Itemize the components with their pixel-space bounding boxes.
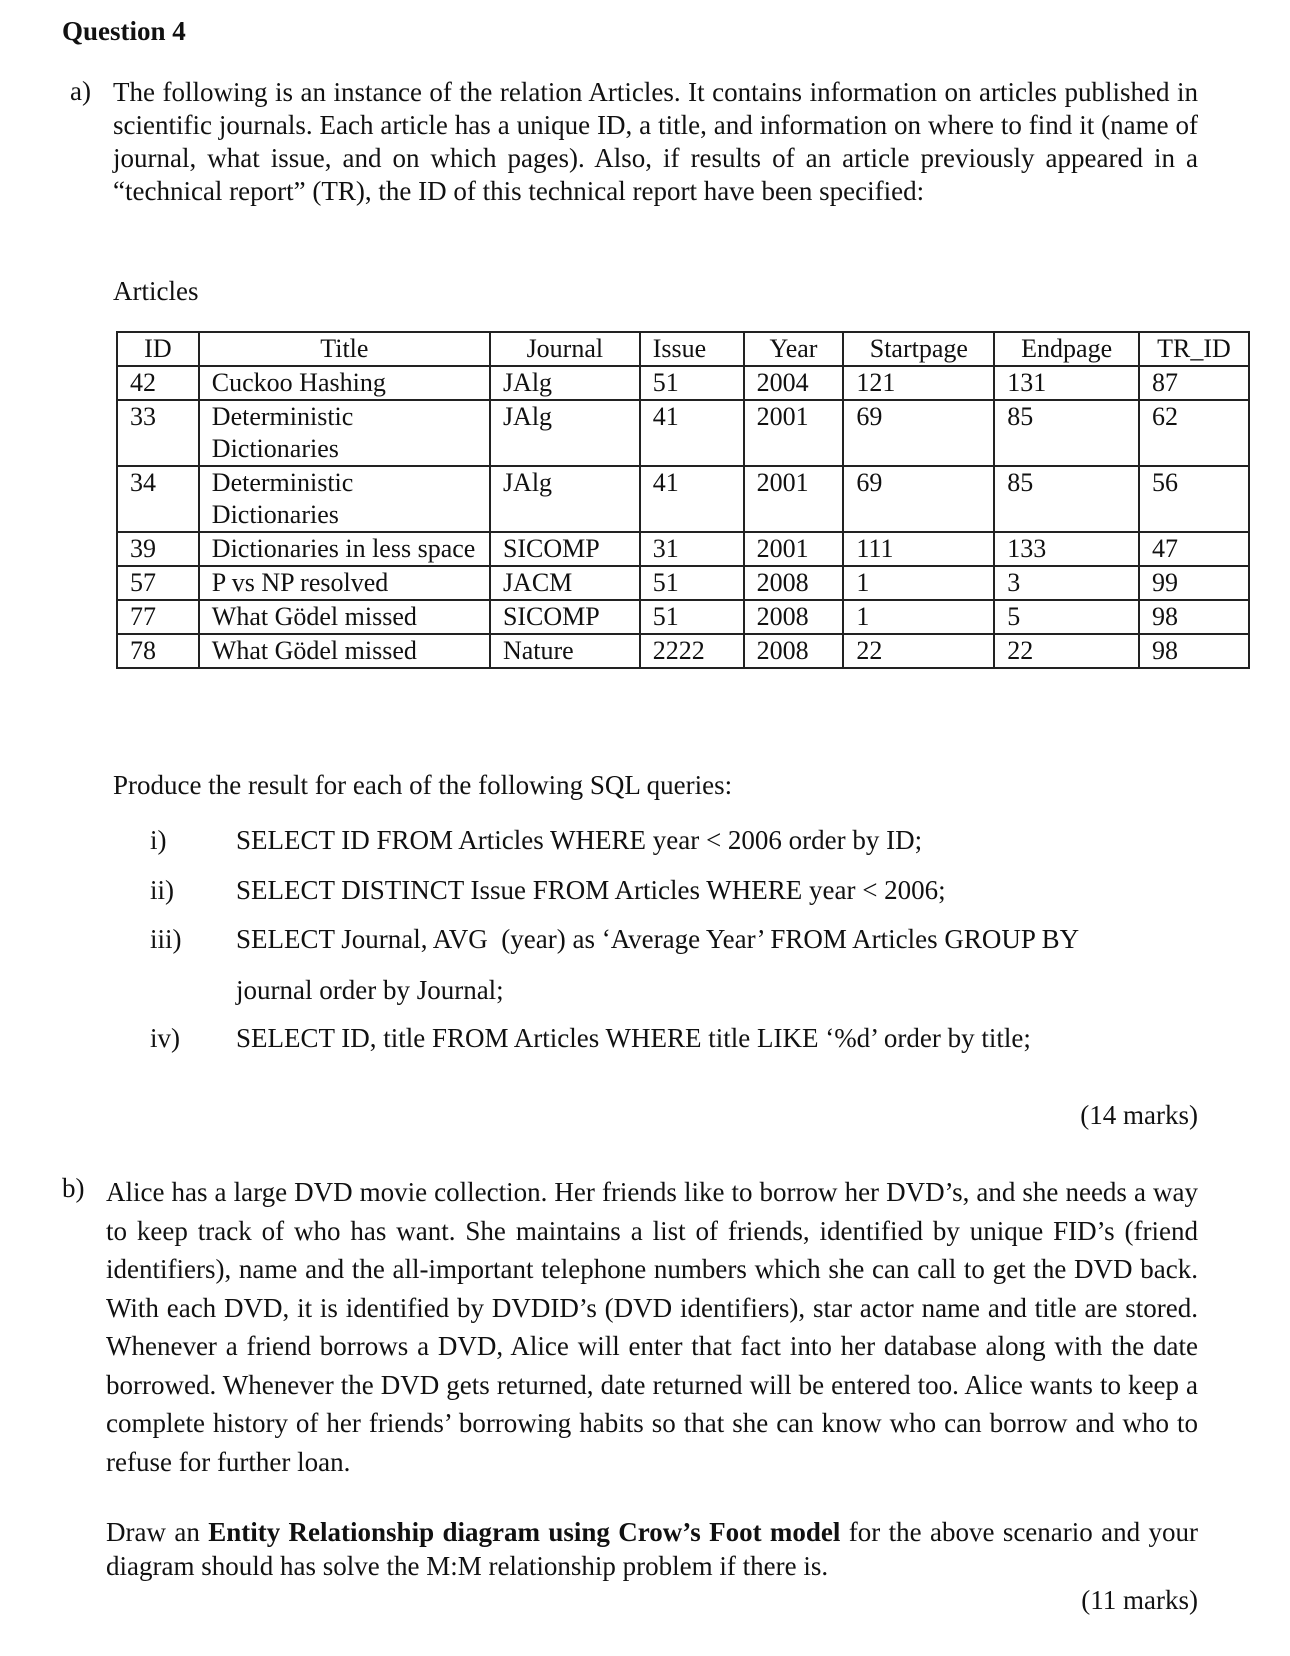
cell-journal: SICOMP xyxy=(490,600,640,634)
table-row xyxy=(117,600,1249,634)
query-text: SELECT Journal, AVG (year) as ‘Average Year’ FROM Articles GROUP BY xyxy=(236,924,1080,954)
cell-tr-id: 98 xyxy=(1139,634,1249,668)
header-journal: Journal xyxy=(490,332,640,366)
instruction-prefix: Draw an xyxy=(106,1517,209,1547)
part-a-marks: (14 marks) xyxy=(1080,1100,1198,1130)
cell-title: What Gödel missed xyxy=(199,634,490,668)
part-b-description: Alice has a large DVD movie collection. Her friends like to borrow her DVD’s, and she needs a way to keep track of who has want. She maintains a list of friends, identified by unique FID’s (friend identifiers), name and the all-important telephone numbers which she can call to get the DVD back. With each DVD, it is identified by DVDID’s (DVD identifiers), star actor name and title are stored. Whenever a friend borrows a DVD, Alice will enter that fact into her database along with the date borrowed. Whenever the DVD gets returned, date returned will be entered too. Alice wants to keep a complete history of her friends’ borrowing habits so that she can know who can borrow and who to refuse for further loan. xyxy=(106,1177,1198,1477)
cell-tr-id: 47 xyxy=(1139,532,1249,566)
instruction-emphasis: Entity Relationship diagram using Crow’s Foot model xyxy=(208,1517,841,1547)
cell-title: What Gödel missed xyxy=(199,600,490,634)
cell-year: 2008 xyxy=(744,600,844,634)
cell-issue: 51 xyxy=(640,600,744,634)
cell-issue: 31 xyxy=(640,532,744,566)
cell-id: 39 xyxy=(117,532,199,566)
header-id: ID xyxy=(117,332,199,366)
table-caption: Articles xyxy=(113,276,199,306)
cell-id: 57 xyxy=(117,566,199,600)
cell-year: 2001 xyxy=(744,532,844,566)
table-row xyxy=(117,400,1249,466)
cell-issue: 41 xyxy=(640,400,744,466)
cell-id: 34 xyxy=(117,466,199,532)
cell-journal: SICOMP xyxy=(490,532,640,566)
header-year: Year xyxy=(744,332,844,366)
cell-issue: 51 xyxy=(640,566,744,600)
cell-id: 33 xyxy=(117,400,199,466)
cell-year: 2008 xyxy=(744,634,844,668)
cell-startpage: 69 xyxy=(843,400,994,466)
cell-year: 2004 xyxy=(744,366,844,400)
query-number: ii) xyxy=(150,875,174,905)
part-b-label: b) xyxy=(62,1173,85,1203)
table-row xyxy=(117,634,1249,668)
header-tr-id: TR_ID xyxy=(1139,332,1249,366)
cell-journal: JACM xyxy=(490,566,640,600)
part-b-marks: (11 marks) xyxy=(1081,1585,1198,1615)
cell-issue: 2222 xyxy=(640,634,744,668)
cell-startpage: 1 xyxy=(843,566,994,600)
part-a-label: a) xyxy=(70,76,91,106)
table-row xyxy=(117,366,1249,400)
cell-id: 42 xyxy=(117,366,199,400)
cell-endpage: 3 xyxy=(994,566,1139,600)
cell-tr-id: 99 xyxy=(1139,566,1249,600)
cell-tr-id: 87 xyxy=(1139,366,1249,400)
query-text: SELECT DISTINCT Issue FROM Articles WHERE year < 2006; xyxy=(236,875,946,905)
cell-startpage: 69 xyxy=(843,466,994,532)
cell-title: Dictionaries in less space xyxy=(199,532,490,566)
articles-table xyxy=(116,331,1250,669)
cell-id: 78 xyxy=(117,634,199,668)
query-number: iv) xyxy=(150,1023,180,1053)
queries-intro: Produce the result for each of the following SQL queries: xyxy=(113,770,733,800)
header-startpage: Startpage xyxy=(843,332,994,366)
query-text: SELECT ID FROM Articles WHERE year < 2006 order by ID; xyxy=(236,825,923,855)
query-number: iii) xyxy=(150,924,182,954)
cell-issue: 51 xyxy=(640,366,744,400)
header-title: Title xyxy=(199,332,490,366)
cell-title: Cuckoo Hashing xyxy=(199,366,490,400)
query-number: i) xyxy=(150,825,167,855)
cell-endpage: 85 xyxy=(994,466,1139,532)
cell-title: P vs NP resolved xyxy=(199,566,490,600)
cell-title: Deterministic Dictionaries xyxy=(199,466,490,532)
cell-tr-id: 56 xyxy=(1139,466,1249,532)
instruction-suffix: for the above scenario and your diagram should has solve the M:M relationship problem if there is. xyxy=(106,1517,1198,1581)
cell-tr-id: 98 xyxy=(1139,600,1249,634)
cell-journal: Nature xyxy=(490,634,640,668)
cell-year: 2001 xyxy=(744,466,844,532)
cell-endpage: 133 xyxy=(994,532,1139,566)
table-row xyxy=(117,466,1249,532)
cell-journal: JAlg xyxy=(490,366,640,400)
header-endpage: Endpage xyxy=(994,332,1139,366)
cell-id: 77 xyxy=(117,600,199,634)
cell-endpage: 5 xyxy=(994,600,1139,634)
cell-endpage: 85 xyxy=(994,400,1139,466)
cell-startpage: 1 xyxy=(843,600,994,634)
cell-tr-id: 62 xyxy=(1139,400,1249,466)
header-issue: Issue xyxy=(640,332,744,366)
cell-title: Deterministic Dictionaries xyxy=(199,400,490,466)
cell-issue: 41 xyxy=(640,466,744,532)
cell-startpage: 111 xyxy=(843,532,994,566)
query-text: SELECT ID, title FROM Articles WHERE title LIKE ‘%d’ order by title; xyxy=(236,1023,1031,1053)
table-row xyxy=(117,566,1249,600)
query-text-continued: journal order by Journal; xyxy=(236,975,504,1005)
cell-journal: JAlg xyxy=(490,400,640,466)
cell-year: 2008 xyxy=(744,566,844,600)
table-row xyxy=(117,532,1249,566)
part-a-description: The following is an instance of the relation Articles. It contains information on articles published in scientific journals. Each article has a unique ID, a title, and information on where to find it (name of journal, what issue, and on which pages). Also, if results of an article previously appeared in a “technical report” (TR), the ID of this technical report have been specified: xyxy=(113,77,1198,206)
cell-startpage: 121 xyxy=(843,366,994,400)
question-heading: Question 4 xyxy=(62,16,186,46)
cell-startpage: 22 xyxy=(843,634,994,668)
table-header-row xyxy=(117,332,1249,366)
part-b-instruction xyxy=(106,1515,1198,1583)
cell-year: 2001 xyxy=(744,400,844,466)
cell-endpage: 22 xyxy=(994,634,1139,668)
cell-endpage: 131 xyxy=(994,366,1139,400)
cell-journal: JAlg xyxy=(490,466,640,532)
